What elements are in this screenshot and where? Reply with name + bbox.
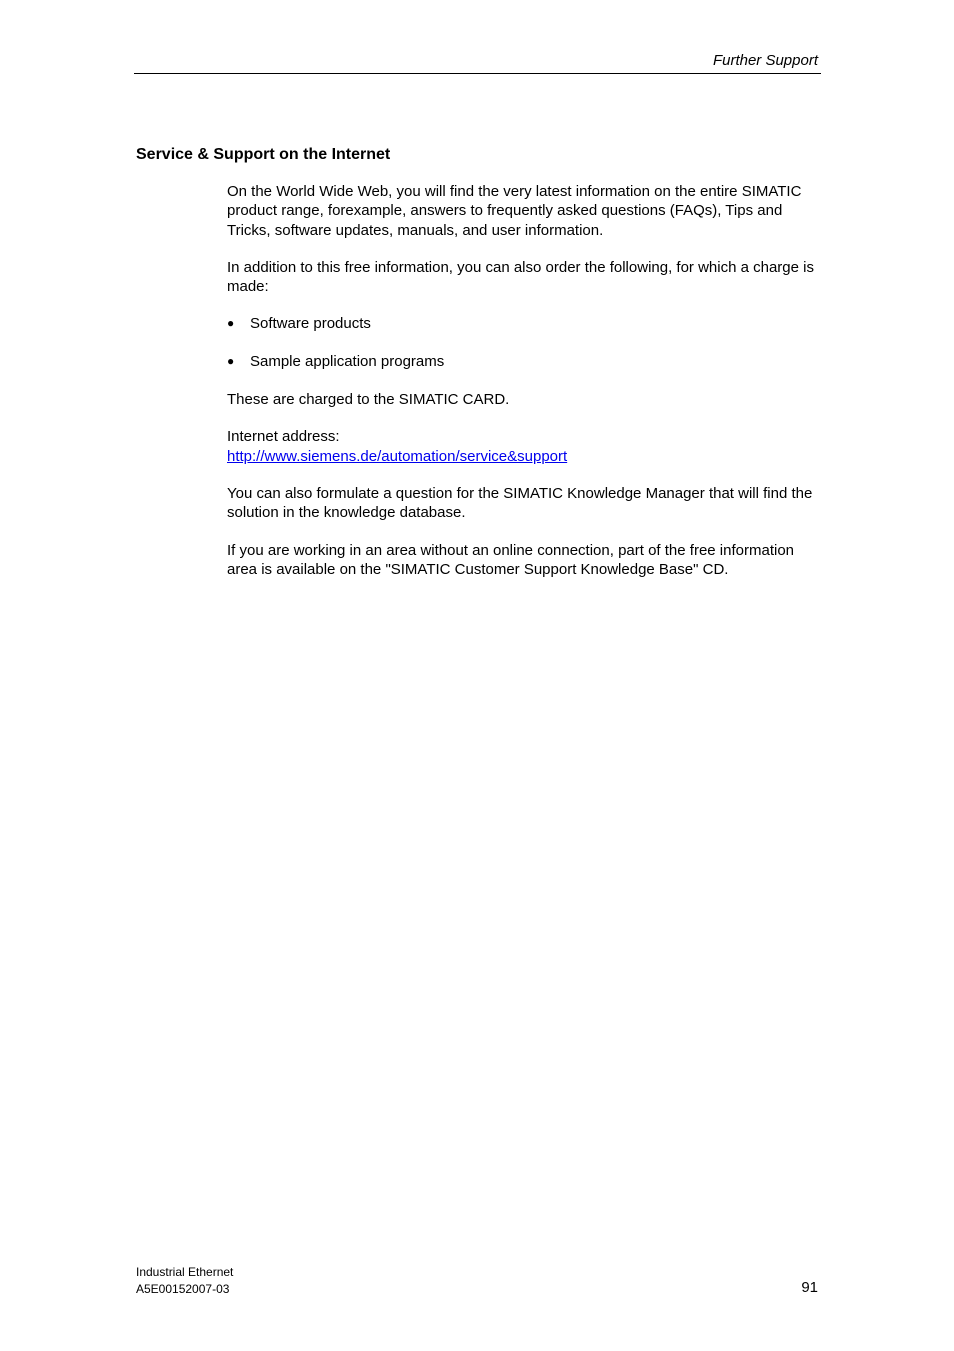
paragraph-knowledge-manager: You can also formulate a question for the SIMATIC Knowledge Manager that will find the solution in the knowledge database.: [227, 484, 813, 522]
internet-address-block: [227, 427, 821, 466]
paragraph-order-info: In addition to this free information, you can also order the following, for which a charge is made:: [227, 258, 814, 296]
footer-document-number: A5E00152007-03: [136, 1282, 230, 1296]
bullet-dot-icon: ●: [227, 354, 235, 369]
paragraph-offline: If you are working in an area without an online connection, part of the free information area is available on the "SIMATIC Customer Support Knowledge Base" CD.: [227, 541, 795, 578]
list-item-text: Sample application programs: [250, 353, 445, 371]
internet-address-label: Internet address:: [227, 428, 340, 446]
internet-address-link[interactable]: http://www.siemens.de/automation/service&support: [227, 447, 568, 465]
page-number: 91: [801, 1279, 818, 1296]
list-item-text: Software products: [250, 315, 371, 333]
paragraph-intro: On the World Wide Web, you will find the very latest information on the entire SIMATIC product range, forexample, answers to frequently asked questions (FAQs), Tips and Tricks, software updates, manuals, and user information.: [227, 183, 802, 239]
section-body: [227, 182, 821, 597]
bullet-list: [227, 314, 821, 371]
list-item: [227, 314, 821, 333]
list-item: [227, 352, 821, 371]
header-divider: [134, 73, 821, 74]
header-title: Further Support: [712, 52, 818, 69]
bullet-dot-icon: ●: [227, 316, 235, 331]
section-heading: Service & Support on the Internet: [136, 146, 391, 163]
paragraph-charge: These are charged to the SIMATIC CARD.: [227, 391, 510, 409]
footer-title: Industrial Ethernet: [136, 1265, 234, 1279]
